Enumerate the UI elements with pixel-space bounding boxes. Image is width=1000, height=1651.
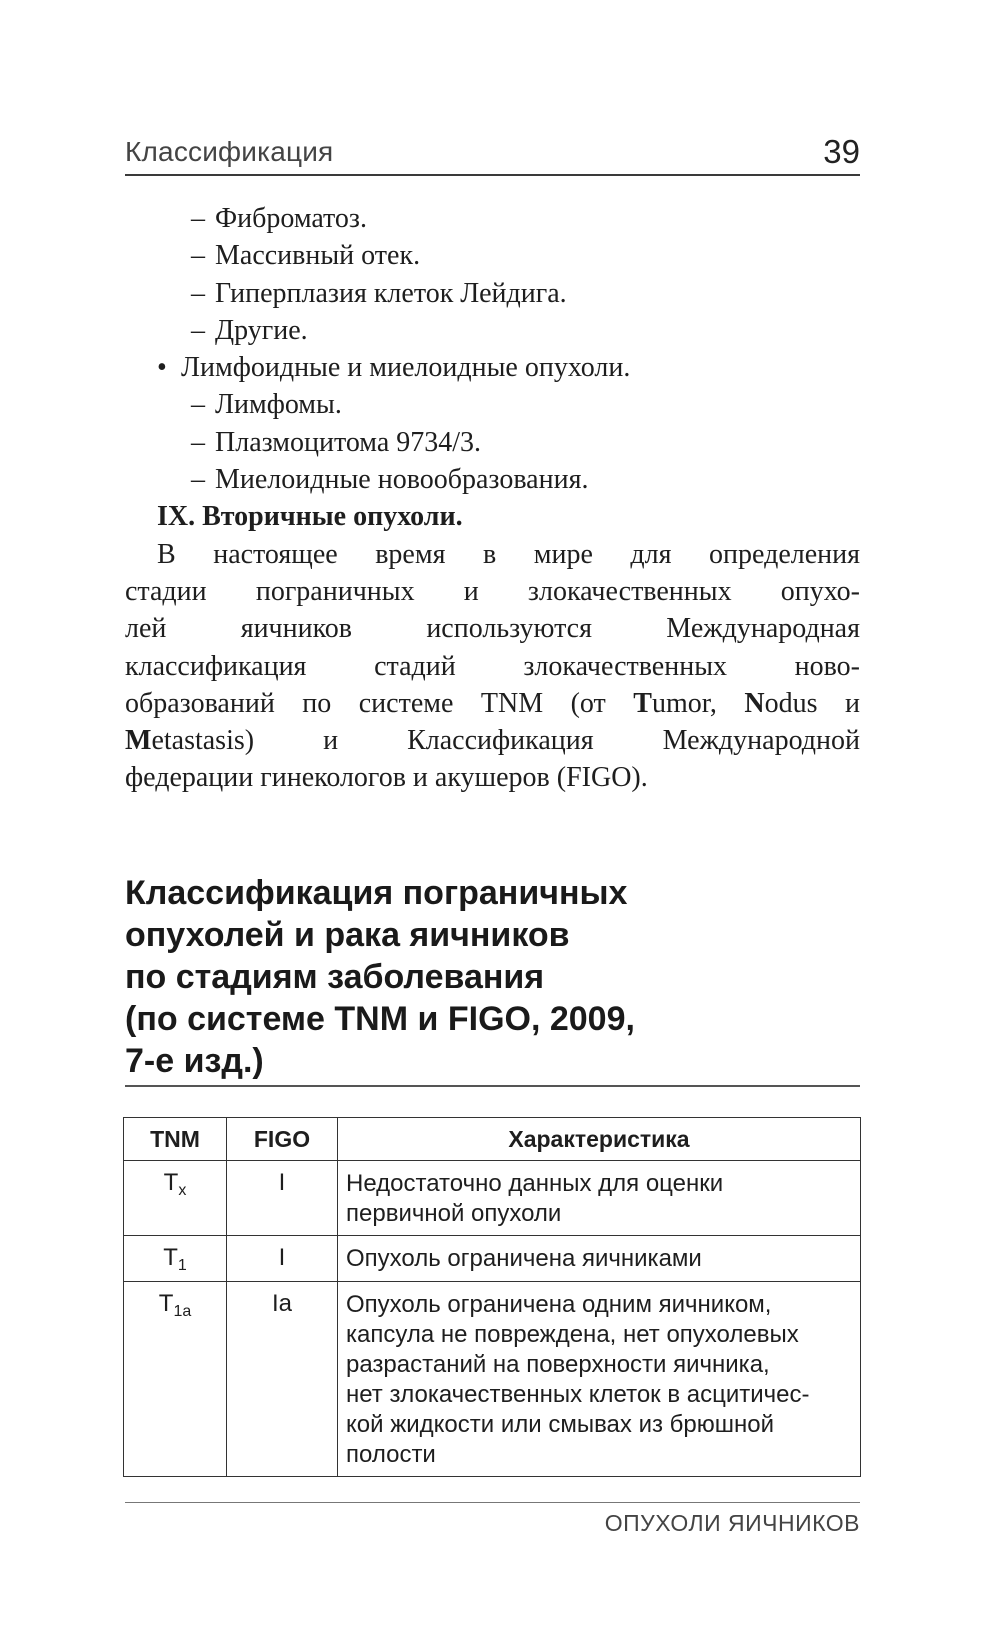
dash-marker: –	[191, 203, 205, 234]
figo-cell: I	[227, 1161, 338, 1236]
tnm-cell: $T_{1a}$	[124, 1282, 227, 1477]
table-row	[124, 1236, 861, 1282]
staging-table	[123, 1117, 861, 1477]
figo-cell: Ia	[227, 1282, 338, 1477]
list-item: – Миелоидные новообразования.	[125, 461, 860, 498]
section-heading: IX. Вторичные опухоли.	[157, 501, 463, 533]
paragraph-line: стадии пограничных и злокачественных опухо-	[125, 575, 860, 607]
bullet-item: • Лимфоидные и миелоидные опухоли.	[125, 349, 860, 386]
running-header-title: Классификация	[125, 136, 334, 167]
dash-marker: –	[191, 389, 205, 421]
body-text	[125, 200, 860, 797]
description-cell: Недостаточно данных для оценки первичной опухоли	[338, 1161, 861, 1236]
list-item: – Фиброматоз.	[125, 200, 860, 237]
list-item: – Другие.	[125, 312, 860, 349]
running-footer: ОПУХОЛИ ЯИЧНИКОВ	[604, 1510, 860, 1536]
table-row	[124, 1282, 861, 1477]
dash-marker: –	[191, 464, 205, 496]
list-item: – Плазмоцитома 9734/3.	[125, 424, 860, 461]
description-cell: Опухоль ограничена яичниками	[338, 1236, 861, 1282]
paragraph-line: образований по системе TNM (от Tumor, Nodus и	[125, 687, 860, 719]
paragraph-line: лей яичников используются Международная	[125, 613, 860, 645]
col-header-tnm: TNM	[124, 1118, 227, 1161]
heading-rule	[125, 1085, 860, 1087]
table-header-row	[124, 1118, 861, 1161]
dash-marker: –	[191, 314, 205, 346]
page-number: 39	[823, 133, 860, 170]
paragraph-line: классификация стадий злокачественных ново-	[125, 650, 860, 682]
running-header	[125, 132, 860, 176]
dash-marker: –	[191, 277, 205, 309]
paragraph-line: Metastasis) и Классификация Международной	[125, 725, 860, 757]
list-item: – Лимфомы.	[125, 386, 860, 423]
description-cell: Опухоль ограничена одним яичником, капсула не повреждена, нет опухолевых разрастаний на поверхности яичника, нет злокачественных клеток в асцитичес- кой жидкости или смывах из брюшной полости	[338, 1282, 861, 1477]
paragraph-line: федерации гинекологов и акушеров (FIGO).	[125, 762, 648, 794]
table-heading: Классификация пограничных опухолей и рака яичников по стадиям заболевания (по системе TNM и FIGO, 2009, 7-е изд.)	[125, 874, 635, 1080]
col-header-figo: FIGO	[227, 1118, 338, 1161]
footer-rule	[125, 1502, 860, 1503]
list-item: – Гиперплазия клеток Лейдига.	[125, 275, 860, 312]
paragraph-line: В настоящее время в мире для определения	[157, 538, 860, 570]
paragraph	[125, 536, 860, 797]
dash-marker: –	[191, 426, 205, 458]
table-row	[124, 1161, 861, 1236]
tnm-cell: $T_1$	[124, 1236, 227, 1282]
list-item: – Массивный отек.	[125, 237, 860, 274]
bullet-icon: •	[157, 352, 167, 384]
col-header-characteristic: Характеристика	[338, 1118, 861, 1161]
figo-cell: I	[227, 1236, 338, 1282]
dash-marker: –	[191, 240, 205, 272]
tnm-cell: $T_x$	[124, 1161, 227, 1236]
